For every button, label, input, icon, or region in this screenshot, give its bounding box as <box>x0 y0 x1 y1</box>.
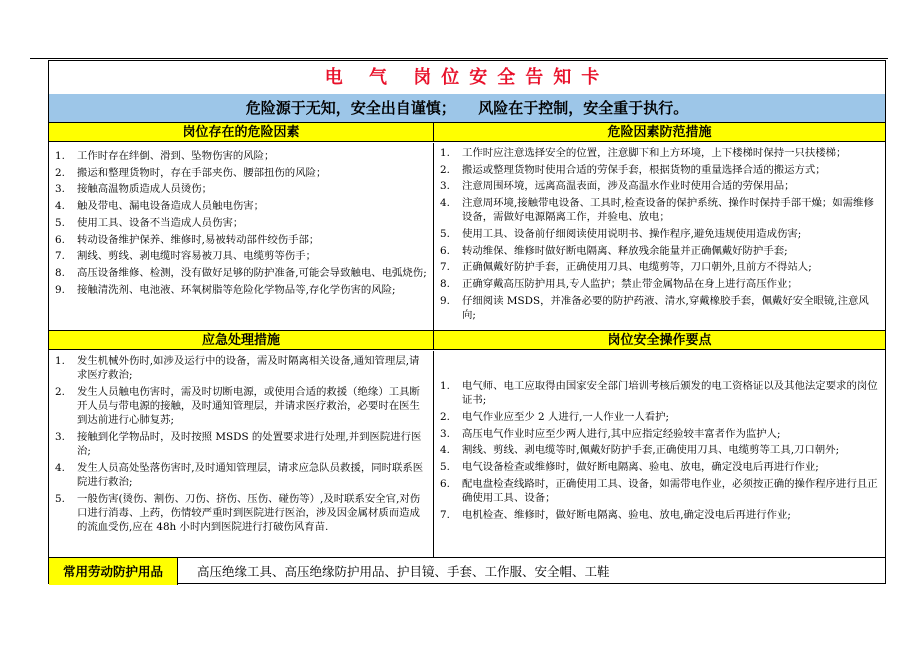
prevention-item-number: 6. <box>440 244 450 257</box>
emergency-list-cell <box>49 351 433 557</box>
prevention-item-text: 注意周围环境，远离高温表面，涉及高温水作业时使用合适的劳保用品； <box>462 180 795 193</box>
emergency-item <box>55 492 427 535</box>
prevention-header: 危险因素防范措施 <box>433 122 885 142</box>
operation-item <box>440 460 879 474</box>
prevention-list <box>440 146 879 322</box>
hazards-item-text: 工作时存在绊倒、滑到、坠物伤害的风险； <box>77 150 275 162</box>
hazards-item <box>55 199 427 213</box>
emergency-item-number: 3. <box>55 431 65 444</box>
prevention-item <box>440 277 879 291</box>
prevention-item <box>440 294 879 322</box>
operation-item-text: 电气作业应至少 2 人进行,一人作业一人看护; <box>462 410 670 423</box>
operation-item-text: 电气设备检查或维修时，做好断电隔离、验电、放电，确定没电后再进行作业; <box>462 461 819 474</box>
operation-header: 岗位安全操作要点 <box>433 330 885 350</box>
emergency-item-number: 5. <box>55 492 65 505</box>
hazards-item-number: 6. <box>55 233 65 246</box>
prevention-item <box>440 244 879 258</box>
operation-item-number: 7. <box>440 508 450 521</box>
hazards-list <box>55 149 427 297</box>
operation-item-text: 电气师、电工应取得由国家安全部门培训考核后颁发的电工资格证以及其他法定要求的岗位证书; <box>462 380 878 407</box>
hazards-item-text: 割线、剪线、剥电缆时容易被刀具、电缆剪等伤手； <box>77 250 316 263</box>
operation-item-number: 2. <box>440 410 450 423</box>
hazards-item <box>55 233 427 247</box>
hazards-item-text: 接触高温物质造成人员烫伤； <box>77 183 213 196</box>
card-title: 电 气 岗位安全告知卡 <box>49 61 885 95</box>
operation-item-number: 3. <box>440 427 450 440</box>
hazards-item-number: 3. <box>55 183 65 196</box>
ppe-label: 常用劳动防护用品 <box>49 558 178 585</box>
prevention-item-text: 工作时应注意选择安全的位置，注意脚下和上方环境，上下楼梯时保持一只扶楼梯； <box>462 147 847 159</box>
emergency-item-text: 一般伤害(烫伤、割伤、刀伤、挤伤、压伤、碰伤等）,及时联系安全官,对伤口进行消毒、上药，伤情较严重时到医院进行医治，涉及因金属材质而造成的流血受伤,应在 48h 小时内到医院进行打破伤风育苗. <box>77 492 421 534</box>
emergency-header: 应急处理措施 <box>49 330 433 350</box>
emergency-item <box>55 430 427 458</box>
prevention-item-text: 使用工具、设备前仔细阅读使用说明书、操作程序,避免违规使用造成伤害; <box>462 228 802 241</box>
hazards-item-text: 搬运和整理货物时，存在手部夹伤、腰部扭伤的风险； <box>77 166 327 179</box>
emergency-item-text: 发生人员触电伤害时，需及时切断电源，或使用合适的救援（绝缘）工具断开人员与带电源的接触，及时通知管理层，并请求医疗救治，必要时在医生到达前进行心肺复苏; <box>77 385 420 427</box>
hazards-item-number: 9. <box>55 283 65 296</box>
safety-motto: 危险源于无知，安全出自谨慎； 风险在于控制，安全重于执行。 <box>49 94 885 123</box>
emergency-item <box>55 354 427 382</box>
operation-item <box>440 410 879 424</box>
prevention-item-text: 正确佩戴好防护手套，正确使用刀具、电缆剪等，刀口朝外,且前方不得站人; <box>462 261 812 274</box>
ppe-row <box>49 557 885 586</box>
operation-list <box>440 379 879 522</box>
operation-list-cell <box>434 351 885 557</box>
prevention-item-number: 3. <box>440 180 450 193</box>
emergency-item-text: 接触到化学物品时，及时按照 MSDS 的处置要求进行处理,并到医院进行医治; <box>77 431 422 458</box>
emergency-item-number: 4. <box>55 461 65 474</box>
prevention-item-number: 7. <box>440 261 450 274</box>
hazards-item-text: 触及带电、漏电设备造成人员触电伤害； <box>77 200 265 213</box>
hazards-item-number: 8. <box>55 266 65 279</box>
operation-item-text: 割线、剪线、剥电缆等时,佩戴好防护手套,正确使用刀具、电缆剪等工具,刀口朝外; <box>462 444 840 457</box>
emergency-item-text: 发生机械外伤时,如涉及运行中的设备，需及时隔离相关设备,通知管理层,请求医疗救治; <box>77 355 420 382</box>
hazards-item-number: 5. <box>55 216 65 229</box>
operation-item-number: 4. <box>440 444 450 457</box>
hazards-item-number: 7. <box>55 250 65 263</box>
hazards-item <box>55 283 427 297</box>
prevention-item-text: 正确穿戴高压防护用具,专人监护；禁止带金属物品在身上进行高压作业； <box>462 278 798 291</box>
prevention-item-text: 搬运或整理货物时使用合适的劳保手套，根据货物的重量选择合适的搬运方式； <box>462 163 826 176</box>
hazards-item <box>55 182 427 196</box>
prevention-item-text: 仔细阅读 MSDS，并准备必要的防护药液、清水,穿戴橡胶手套，佩戴好安全眼镜,注意风向; <box>462 294 869 322</box>
prevention-item <box>440 260 879 274</box>
operation-item <box>440 379 879 407</box>
emergency-item-text: 发生人员高处坠落伤害时,及时通知管理层，请求应急队员救援，同时联系医院进行救治; <box>77 461 424 489</box>
hazards-item-text: 转动设备维护保养、维修时,易被转动部件绞伤手部； <box>77 233 320 246</box>
operation-item <box>440 477 879 505</box>
ppe-text: 高压绝缘工具、高压绝缘防护用品、护目镜、手套、工作服、安全帽、工鞋 <box>197 564 610 579</box>
prevention-list-cell <box>434 143 885 327</box>
hazards-item <box>55 216 427 230</box>
hazards-header: 岗位存在的危险因素 <box>49 122 433 142</box>
hazards-item-text: 接触清洗剂、电池液、环氧树脂等危险化学物品等,存化学伤害的风险; <box>77 283 396 296</box>
operation-item-text: 配电盘检查线路时，正确使用工具、设备，如需带电作业，必须按正确的操作程序进行且正确使用工具、设备； <box>462 477 878 504</box>
hazards-item <box>55 249 427 263</box>
prevention-item-text: 注意周环境,接触带电设备、工具时,检查设备的保护系统、操作时保持手部干燥；如需维修设备，需做好电源隔离工作，并验电、放电； <box>462 197 874 224</box>
prevention-item <box>440 163 879 177</box>
column-divider-bottom <box>433 351 434 557</box>
prevention-item-number: 4. <box>440 197 450 210</box>
hazards-list-cell <box>49 143 433 327</box>
hazards-item-text: 使用工具、设备不当造成人员伤害； <box>77 216 244 229</box>
top-rule <box>30 58 888 59</box>
operation-item <box>440 508 879 522</box>
hazards-item-number: 2. <box>55 166 65 179</box>
operation-item-number: 5. <box>440 461 450 474</box>
operation-item-text: 高压电气作业时应至少两人进行,其中应指定经验较丰富者作为监护人; <box>462 427 781 440</box>
hazards-item-number: 1. <box>55 150 65 162</box>
prevention-item <box>440 227 879 241</box>
prevention-item <box>440 179 879 193</box>
prevention-item-number: 8. <box>440 278 450 291</box>
prevention-item <box>440 196 879 224</box>
emergency-list <box>55 354 427 534</box>
operation-item-text: 电机检查、维修时，做好断电隔离、验电、放电,确定没电后再进行作业; <box>462 508 791 521</box>
safety-notice-card <box>48 60 886 584</box>
prevention-item-number: 9. <box>440 294 450 307</box>
operation-item-number: 6. <box>440 477 450 490</box>
hazards-item <box>55 266 427 280</box>
operation-item-number: 1. <box>440 380 450 392</box>
emergency-item-number: 1. <box>55 355 65 367</box>
emergency-item-number: 2. <box>55 385 65 398</box>
hazards-item-text: 高压设备维修、检测，没有做好足够的防护准备,可能会导致触电、电弧烧伤; <box>77 266 427 279</box>
column-divider-top <box>433 143 434 330</box>
prevention-item <box>440 146 879 160</box>
hazards-item <box>55 166 427 180</box>
emergency-item <box>55 461 427 489</box>
hazards-item-number: 4. <box>55 200 65 213</box>
operation-item <box>440 443 879 457</box>
hazards-item <box>55 149 427 163</box>
emergency-item <box>55 385 427 428</box>
prevention-item-text: 转动维保、维修时做好断电隔离、释放残余能量并正确佩戴好防护手套; <box>462 244 788 257</box>
prevention-item-number: 5. <box>440 228 450 241</box>
prevention-item-number: 1. <box>440 147 450 159</box>
prevention-item-number: 2. <box>440 163 450 176</box>
operation-item <box>440 427 879 441</box>
